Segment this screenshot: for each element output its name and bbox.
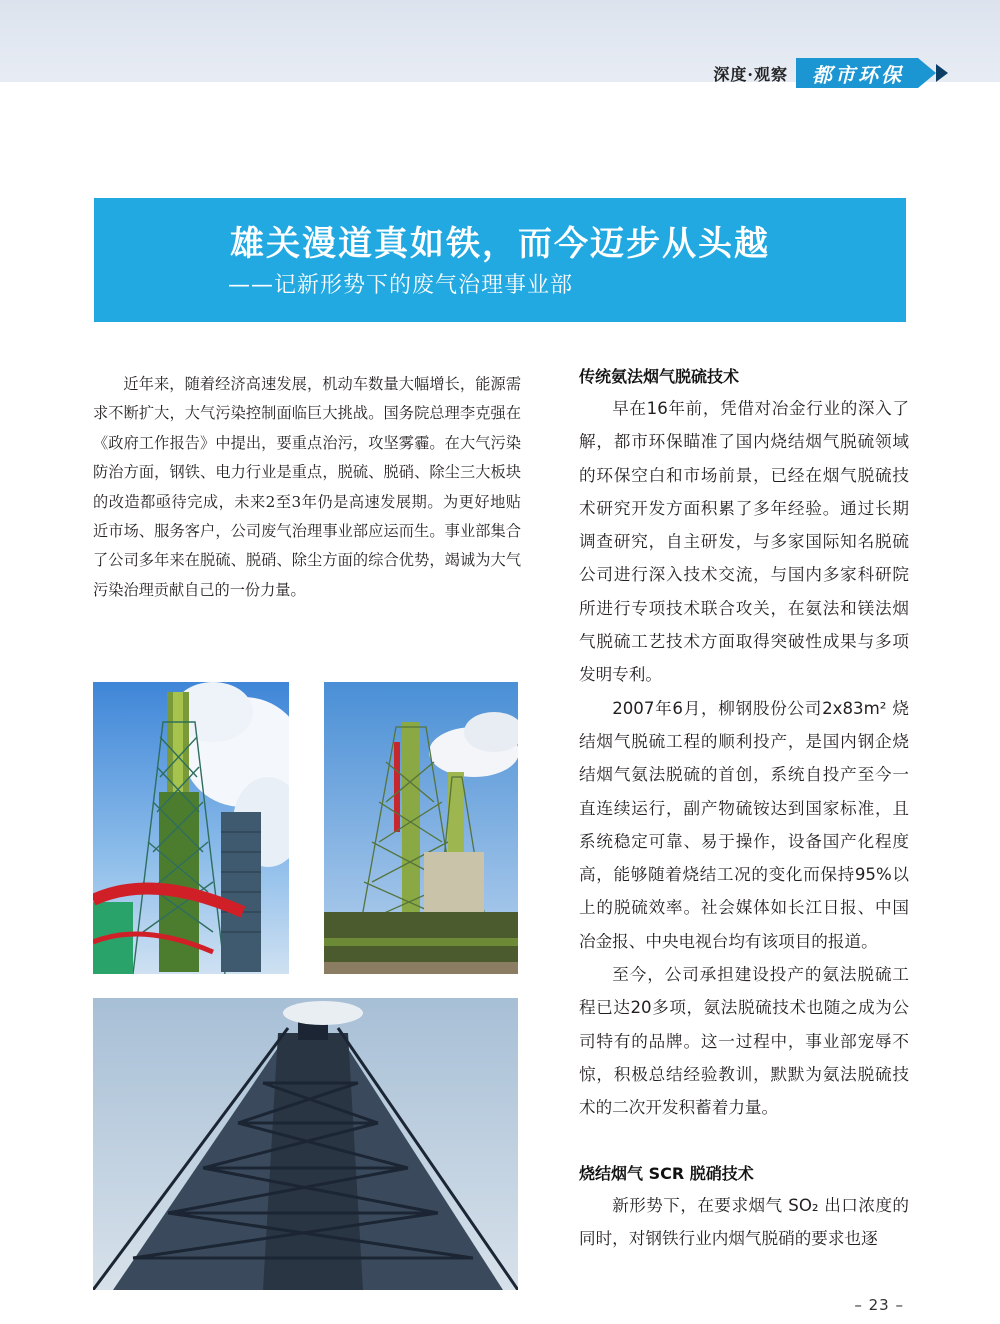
section-gap	[579, 1125, 909, 1159]
paragraph-ammonia-2: 2007年6月，柳钢股份公司2x83m² 烧结烟气脱硫工程的顺利投产，是国内钢企烧结烟气氨法脱硫的首创，系统自投产至今一直连续运行，副产物硫铵达到国家标准，且系统稳定可靠、易于操作，设备国产化程度高，能够随着烧结工况的变化而保持95%以上的脱硫效率。社会媒体如长江日报、中国冶金报、中央电视台均有该项目的报道。	[579, 698, 909, 951]
photo-tower-upward	[93, 998, 518, 1290]
brand-logo	[796, 58, 918, 88]
article-subtitle: ——记新形势下的废气治理事业部	[228, 273, 574, 298]
section-heading-ammonia: 传统氨法烟气脱硫技术	[579, 367, 740, 386]
section-heading-scr: 烧结烟气 SCR 脱硝技术	[579, 1163, 754, 1183]
brand-text: 都市环保	[812, 62, 904, 87]
brand-arrow-shadow	[936, 64, 948, 82]
paragraph-ammonia-1: 早在16年前，凭借对冶金行业的深入了解，都市环保瞄准了国内烧结烟气脱硫领域的环保空白和市场前景，已经在烟气脱硫技术研究开发方面积累了多年经验。通过长期调查研究，自主研发，与多家国际知名脱硫公司进行深入技术交流，与国内多家科研院所进行专项技术联合攻关，在氨法和镁法烟气脱硫工艺技术方面取得突破性成果与多项发明专利。	[579, 399, 909, 685]
right-column	[579, 362, 909, 1255]
paragraph-scr-1: 新形势下，在要求烟气 SO₂ 出口浓度的同时，对钢铁行业内烟气脱硝的要求也逐	[579, 1195, 909, 1248]
page-number: – 23 –	[854, 1296, 904, 1314]
photo-tower-ribbon	[93, 682, 289, 974]
header-tag	[713, 58, 918, 88]
brand-arrow	[918, 58, 936, 88]
title-banner	[94, 198, 906, 322]
section-label: 深度·观察	[713, 64, 788, 84]
article-title: 雄关漫道真如铁，而今迈步从头越	[230, 224, 770, 264]
photo-twin-stacks	[324, 682, 518, 974]
paragraph-ammonia-3: 至今，公司承担建设投产的氨法脱硫工程已达20多项，氨法脱硫技术也随之成为公司特有的品牌。这一过程中，事业部宠辱不惊，积极总结经验教训，默默为氨法脱硫技术的二次开发积蓄着力量。	[579, 965, 909, 1118]
intro-paragraph: 近年来，随着经济高速发展，机动车数量大幅增长，能源需求不断扩大，大气污染控制面临巨大挑战。国务院总理李克强在《政府工作报告》中提出，要重点治污，攻坚雾霾。在大气污染防治方面，钢铁、电力行业是重点，脱硫、脱硝、除尘三大板块的改造都亟待完成，未来2至3年仍是高速发展期。为更好地贴近市场、服务客户，公司废气治理事业部应运而生。事业部集合了公司多年来在脱硫、脱硝、除尘方面的综合优势，竭诚为大气污染治理贡献自己的一份力量。	[93, 375, 521, 599]
